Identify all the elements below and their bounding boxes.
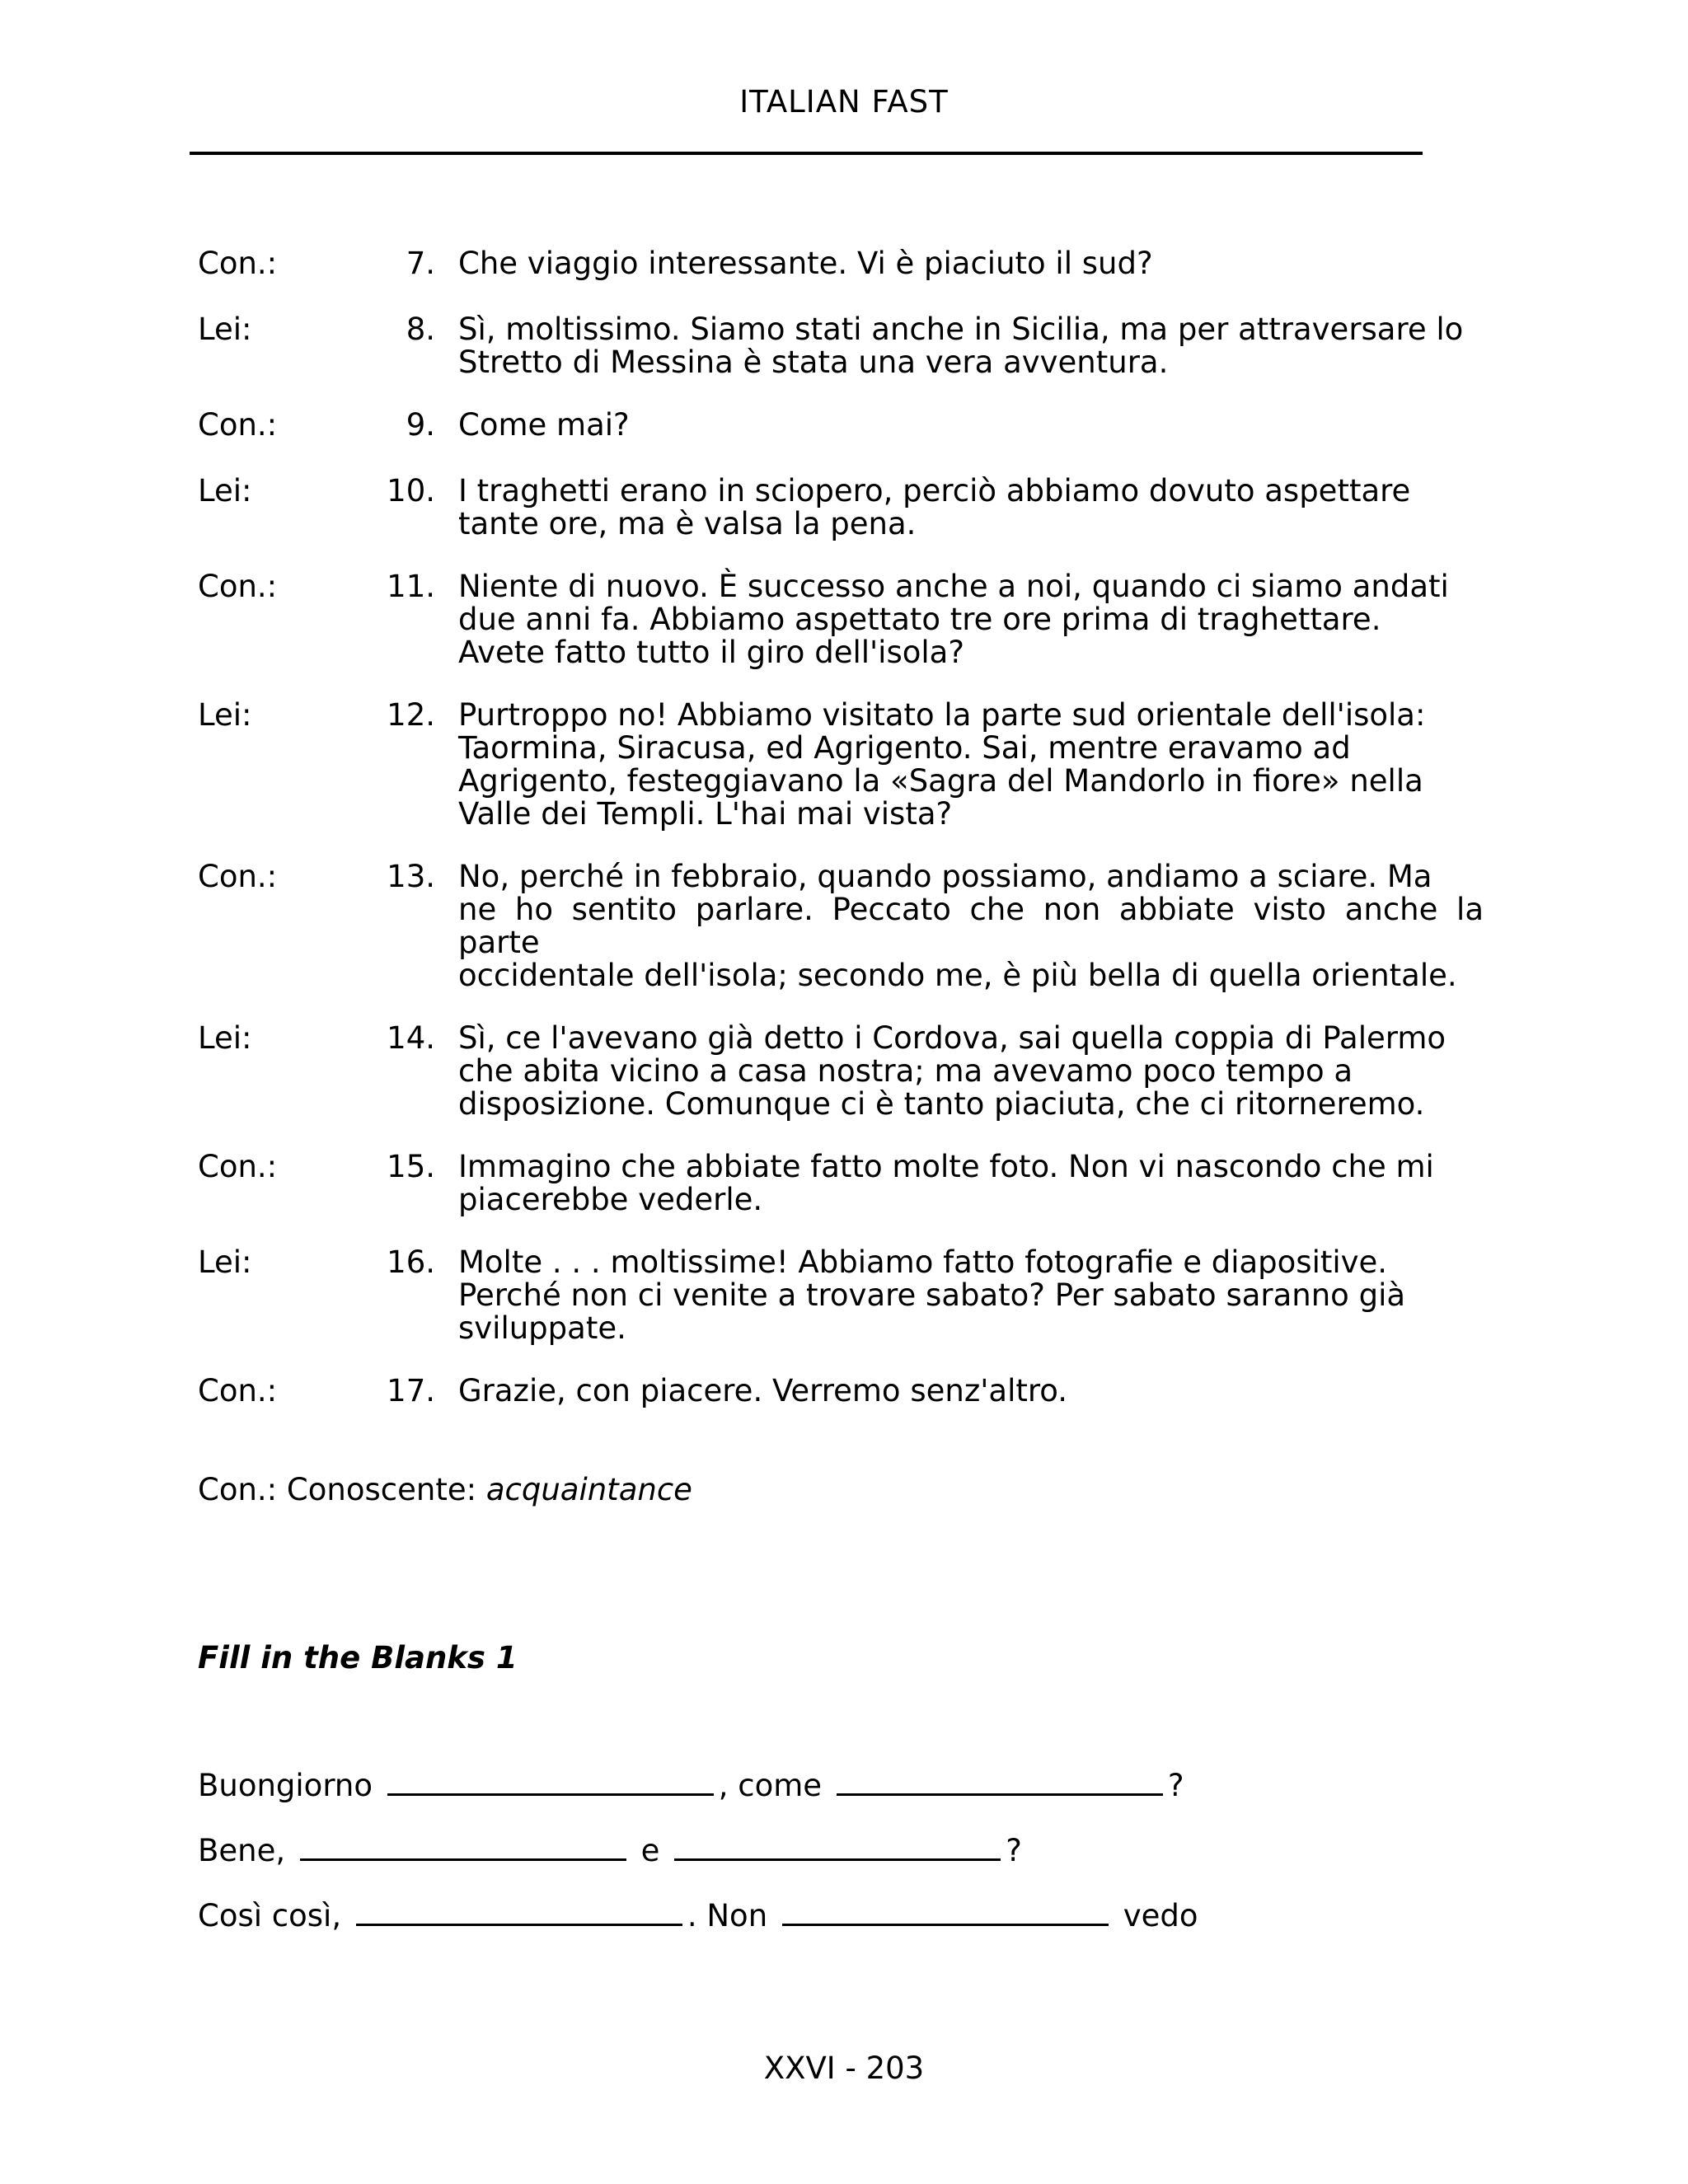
dialogue-line: Stretto di Messina è stata una vera avventura. bbox=[458, 344, 1169, 380]
line-number: 12. bbox=[387, 697, 435, 733]
dialogue-line: Perché non ci venite a trovare sabato? Per sabato saranno già bbox=[458, 1277, 1406, 1313]
speaker-label: Con.: bbox=[198, 859, 278, 894]
dialogue-line: che abita vicino a casa nostra; ma avevamo poco tempo a bbox=[458, 1053, 1353, 1089]
dialogue-line: Sì, ce l'avevano già detto i Cordova, sai quella coppia di Palermo bbox=[458, 1020, 1447, 1056]
header-rule bbox=[190, 152, 1423, 155]
line-number: 11. bbox=[387, 569, 435, 604]
dialogue-line: Taormina, Siracusa, ed Agrigento. Sai, mentre eravamo ad bbox=[458, 730, 1351, 766]
dialogue-turn-14 bbox=[0, 1022, 1688, 1121]
fill-text: . Non bbox=[687, 1898, 768, 1933]
dialogue-line: disposizione. Comunque ci è tanto piaciuta, che ci ritorneremo. bbox=[458, 1086, 1425, 1122]
fill-text: , come bbox=[718, 1768, 823, 1803]
dialogue-line: occidentale dell'isola; secondo me, è più bella di quella orientale. bbox=[458, 958, 1457, 993]
note-word: Conoscente: bbox=[286, 1472, 477, 1507]
dialogue-turn-16 bbox=[0, 1246, 1688, 1345]
dialogue-turn-15 bbox=[0, 1151, 1688, 1216]
dialogue-line: tante ore, ma è valsa la pena. bbox=[458, 506, 917, 541]
dialogue-line: Molte . . . moltissime! Abbiamo fatto fotografie e diapositive. bbox=[458, 1244, 1388, 1280]
line-number: 7. bbox=[406, 246, 435, 281]
blank-field[interactable] bbox=[782, 1899, 1109, 1926]
fill-text: e bbox=[640, 1833, 660, 1868]
dialogue-line: Avete fatto tutto il giro dell'isola? bbox=[458, 635, 964, 670]
speaker-label: Lei: bbox=[198, 697, 252, 733]
dialogue-line: due anni fa. Abbiamo aspettato tre ore prima di traghettare. bbox=[458, 602, 1381, 637]
line-number: 9. bbox=[406, 407, 435, 443]
note-translation: acquaintance bbox=[485, 1472, 692, 1507]
fill-text: Buongiorno bbox=[198, 1768, 373, 1803]
blank-field[interactable] bbox=[674, 1834, 1001, 1861]
fill-text: vedo bbox=[1123, 1898, 1198, 1933]
speaker-label: Con.: bbox=[198, 407, 278, 443]
line-number: 14. bbox=[387, 1020, 435, 1056]
page-header-title: ITALIAN FAST bbox=[739, 84, 949, 120]
blank-field[interactable] bbox=[356, 1899, 682, 1926]
dialogue-line: No, perché in febbraio, quando possiamo, andiamo a sciare. Ma bbox=[458, 859, 1432, 894]
speaker-label: Lei: bbox=[198, 1244, 252, 1280]
line-number: 8. bbox=[406, 312, 435, 347]
line-number: 13. bbox=[387, 859, 435, 894]
blank-field[interactable] bbox=[837, 1769, 1163, 1796]
dialogue bbox=[0, 247, 1688, 1441]
dialogue-turn-9 bbox=[0, 409, 1688, 445]
dialogue-line: Che viaggio interessante. Vi è piaciuto il sud? bbox=[458, 246, 1153, 281]
speaker-label: Con.: bbox=[198, 1149, 278, 1184]
line-number: 16. bbox=[387, 1244, 435, 1280]
dialogue-line: Come mai? bbox=[458, 407, 630, 443]
dialogue-turn-10 bbox=[0, 475, 1688, 541]
dialogue-line: Niente di nuovo. È successo anche a noi, quando ci siamo andati bbox=[458, 569, 1449, 604]
dialogue-line: I traghetti erano in sciopero, perciò abbiamo dovuto aspettare bbox=[458, 473, 1411, 509]
dialogue-turn-8 bbox=[0, 313, 1688, 379]
blank-field[interactable] bbox=[300, 1834, 626, 1861]
line-number: 10. bbox=[387, 473, 435, 509]
dialogue-line: Grazie, con piacere. Verremo senz'altro. bbox=[458, 1373, 1068, 1408]
dialogue-line: Valle dei Templi. L'hai mai vista? bbox=[458, 796, 953, 832]
dialogue-line: Agrigento, festeggiavano la «Sagra del Mandorlo in fiore» nella bbox=[458, 763, 1423, 799]
dialogue-line: ne ho sentito parlare. Peccato che non abbiate visto anche la parte bbox=[458, 892, 1484, 960]
speaker-label: Lei: bbox=[198, 312, 252, 347]
speaker-label: Lei: bbox=[198, 473, 252, 509]
dialogue-turn-11 bbox=[0, 570, 1688, 669]
fill-text: ? bbox=[1167, 1768, 1184, 1803]
dialogue-line: sviluppate. bbox=[458, 1310, 626, 1346]
fill-text: ? bbox=[1006, 1833, 1022, 1868]
note-abbreviation: Con.: bbox=[198, 1472, 278, 1507]
dialogue-turn-12 bbox=[0, 699, 1688, 831]
speaker-label: Con.: bbox=[198, 569, 278, 604]
dialogue-turn-7 bbox=[0, 247, 1688, 284]
fill-blank-line-2 bbox=[198, 1833, 1022, 1868]
dialogue-line: Sì, moltissimo. Siamo stati anche in Sicilia, ma per attraversare lo bbox=[458, 312, 1464, 347]
dialogue-turn-13 bbox=[0, 860, 1688, 992]
abbreviation-note bbox=[198, 1472, 692, 1507]
speaker-label: Lei: bbox=[198, 1020, 252, 1056]
blank-field[interactable] bbox=[387, 1769, 714, 1796]
exercise-title: Fill in the Blanks 1 bbox=[198, 1640, 518, 1675]
line-number: 15. bbox=[387, 1149, 435, 1184]
dialogue-turn-17 bbox=[0, 1375, 1688, 1411]
fill-blank-line-3 bbox=[198, 1898, 1198, 1933]
fill-blank-line-1 bbox=[198, 1768, 1184, 1803]
fill-text: Bene, bbox=[198, 1833, 286, 1868]
dialogue-line: Purtroppo no! Abbiamo visitato la parte sud orientale dell'isola: bbox=[458, 697, 1426, 733]
dialogue-line: Immagino che abbiate fatto molte foto. Non vi nascondo che mi bbox=[458, 1149, 1434, 1184]
line-number: 17. bbox=[387, 1373, 435, 1408]
speaker-label: Con.: bbox=[198, 246, 278, 281]
fill-text: Così così, bbox=[198, 1898, 342, 1933]
page-number: XXVI - 203 bbox=[763, 2050, 925, 2086]
dialogue-line: piacerebbe vederle. bbox=[458, 1182, 763, 1217]
speaker-label: Con.: bbox=[198, 1373, 278, 1408]
